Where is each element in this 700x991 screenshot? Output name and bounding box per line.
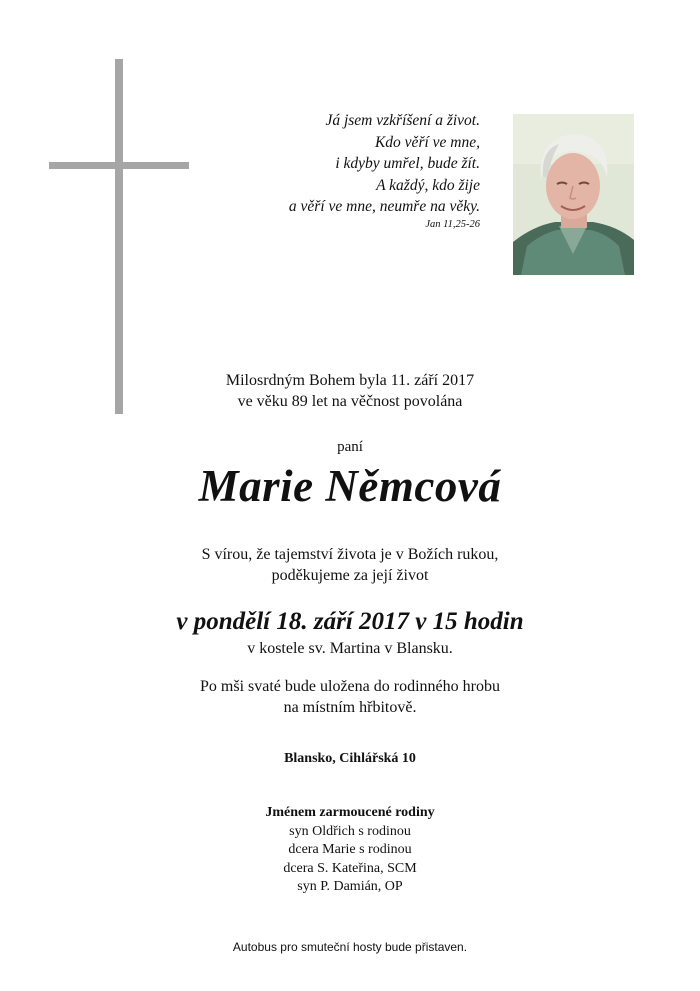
deceased-name: Marie Němcová [198, 461, 502, 511]
verse-line: Já jsem vzkříšení a život. [325, 112, 480, 129]
verse-line: i kdyby umřel, bude žít. [335, 155, 480, 172]
service-datetime: v pondělí 18. září 2017 v 15 hodin [176, 608, 524, 635]
service-place: v kostele sv. Martina v Blansku. [247, 640, 453, 657]
family-heading: Jménem zarmoucené rodiny [265, 805, 435, 820]
address: Blansko, Cihlářská 10 [284, 751, 416, 766]
family-member: dcera Marie s rodinou [288, 842, 412, 857]
burial-text [0, 676, 700, 718]
burial-line: na místním hřbitově. [283, 699, 417, 716]
announcement-line: ve věku 89 let na věčnost povolána [237, 393, 463, 410]
cross-icon [115, 59, 123, 414]
bus-notice: Autobus pro smuteční hosty bude přistaven. [232, 940, 468, 954]
verse-line: A každý, kdo žije [376, 176, 480, 194]
faith-line: S vírou, že tajemství života je v Božích rukou, [201, 546, 499, 563]
bible-verse [230, 110, 480, 232]
announcement-line: Milosrdným Bohem byla 11. září 2017 [225, 372, 475, 389]
verse-reference: Jan 11,25-26 [425, 218, 480, 230]
honorific: paní [337, 439, 363, 455]
family-member: dcera S. Kateřina, SCM [283, 860, 417, 876]
portrait-photo [513, 114, 634, 275]
verse-line: Kdo věří ve mne, [374, 133, 480, 151]
death-announcement [0, 370, 700, 412]
burial-line: Po mši svaté bude uložena do rodinného hrobu [200, 678, 500, 695]
faith-line: poděkujeme za její život [271, 567, 429, 584]
family-block [0, 804, 700, 897]
family-member: syn Oldřich s rodinou [289, 823, 411, 839]
family-member: syn P. Damián, OP [297, 879, 403, 894]
cross-icon-bar [49, 162, 189, 169]
faith-text [0, 544, 700, 586]
verse-line: a věří ve mne, neumře na věky. [288, 198, 480, 215]
